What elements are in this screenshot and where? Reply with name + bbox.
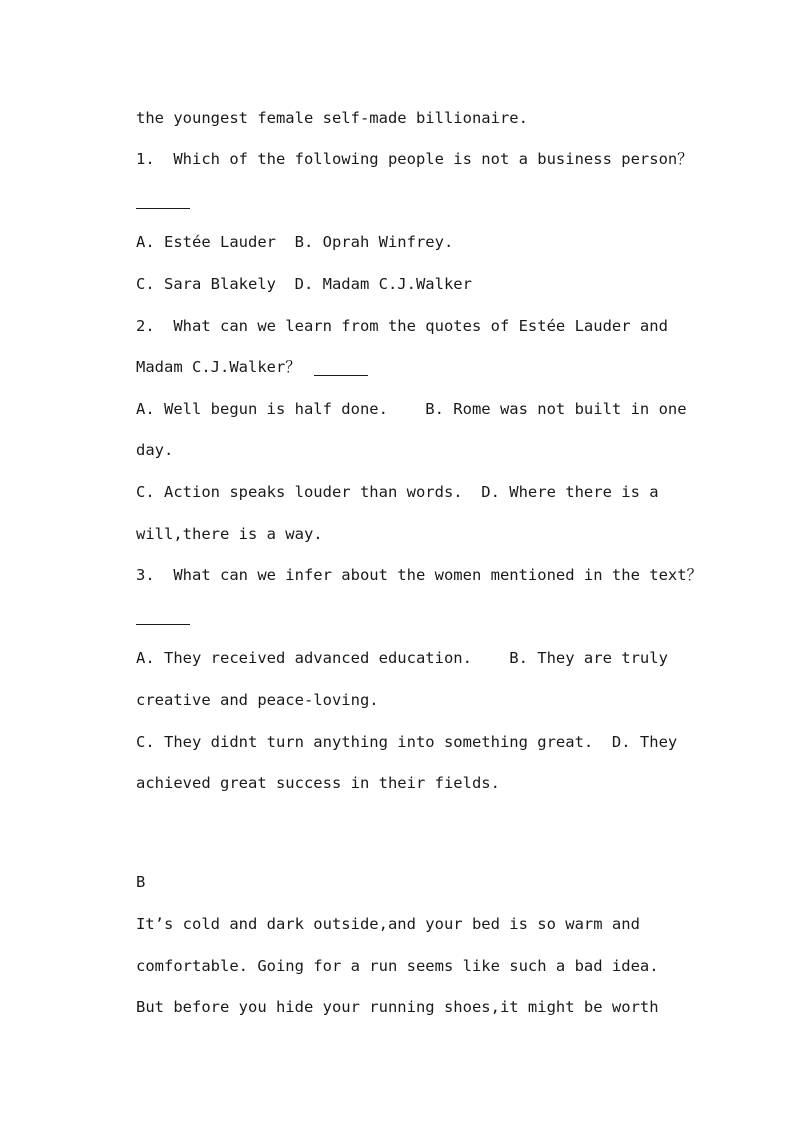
passage-b-line-3: But before you hide your running shoes,it might be worth (136, 998, 659, 1016)
question-2-option-line-4: will,there is a way. (136, 525, 323, 543)
question-2-line-2: Madam C.J.Walker？ (136, 358, 301, 376)
question-2-option-line-2: day. (136, 441, 174, 459)
section-label: B (136, 873, 146, 891)
passage-a-end: the youngest female self-made billionaire. (136, 109, 528, 127)
answer-blank-2[interactable] (314, 375, 368, 376)
question-3-option-line-1: A. They received advanced education. B. They are truly (136, 649, 668, 667)
question-2-line-1: 2. What can we learn from the quotes of Estée Lauder and (136, 317, 668, 335)
answer-blank-3[interactable] (136, 624, 190, 625)
passage-b-line-1: It’s cold and dark outside,and your bed is so warm and (136, 915, 640, 933)
question-1-options-ab: A. Estée Lauder B. Oprah Winfrey. (136, 233, 454, 251)
question-2-option-line-1: A. Well begun is half done. B. Rome was not built in one (136, 400, 687, 418)
answer-blank-1[interactable] (136, 208, 190, 209)
question-3-option-line-3: C. They didnt turn anything into something great. D. They (136, 733, 678, 751)
question-2-option-line-3: C. Action speaks louder than words. D. Where there is a (136, 483, 659, 501)
question-3-option-line-2: creative and peace-loving. (136, 691, 379, 709)
question-3: 3. What can we infer about the women mentioned in the text？ (136, 566, 703, 584)
question-1-options-cd: C. Sara Blakely D. Madam C.J.Walker (136, 275, 472, 293)
passage-b-line-2: comfortable. Going for a run seems like such a bad idea. (136, 957, 659, 975)
question-3-option-line-4: achieved great success in their fields. (136, 774, 500, 792)
question-1: 1. Which of the following people is not a business person？ (136, 150, 693, 168)
